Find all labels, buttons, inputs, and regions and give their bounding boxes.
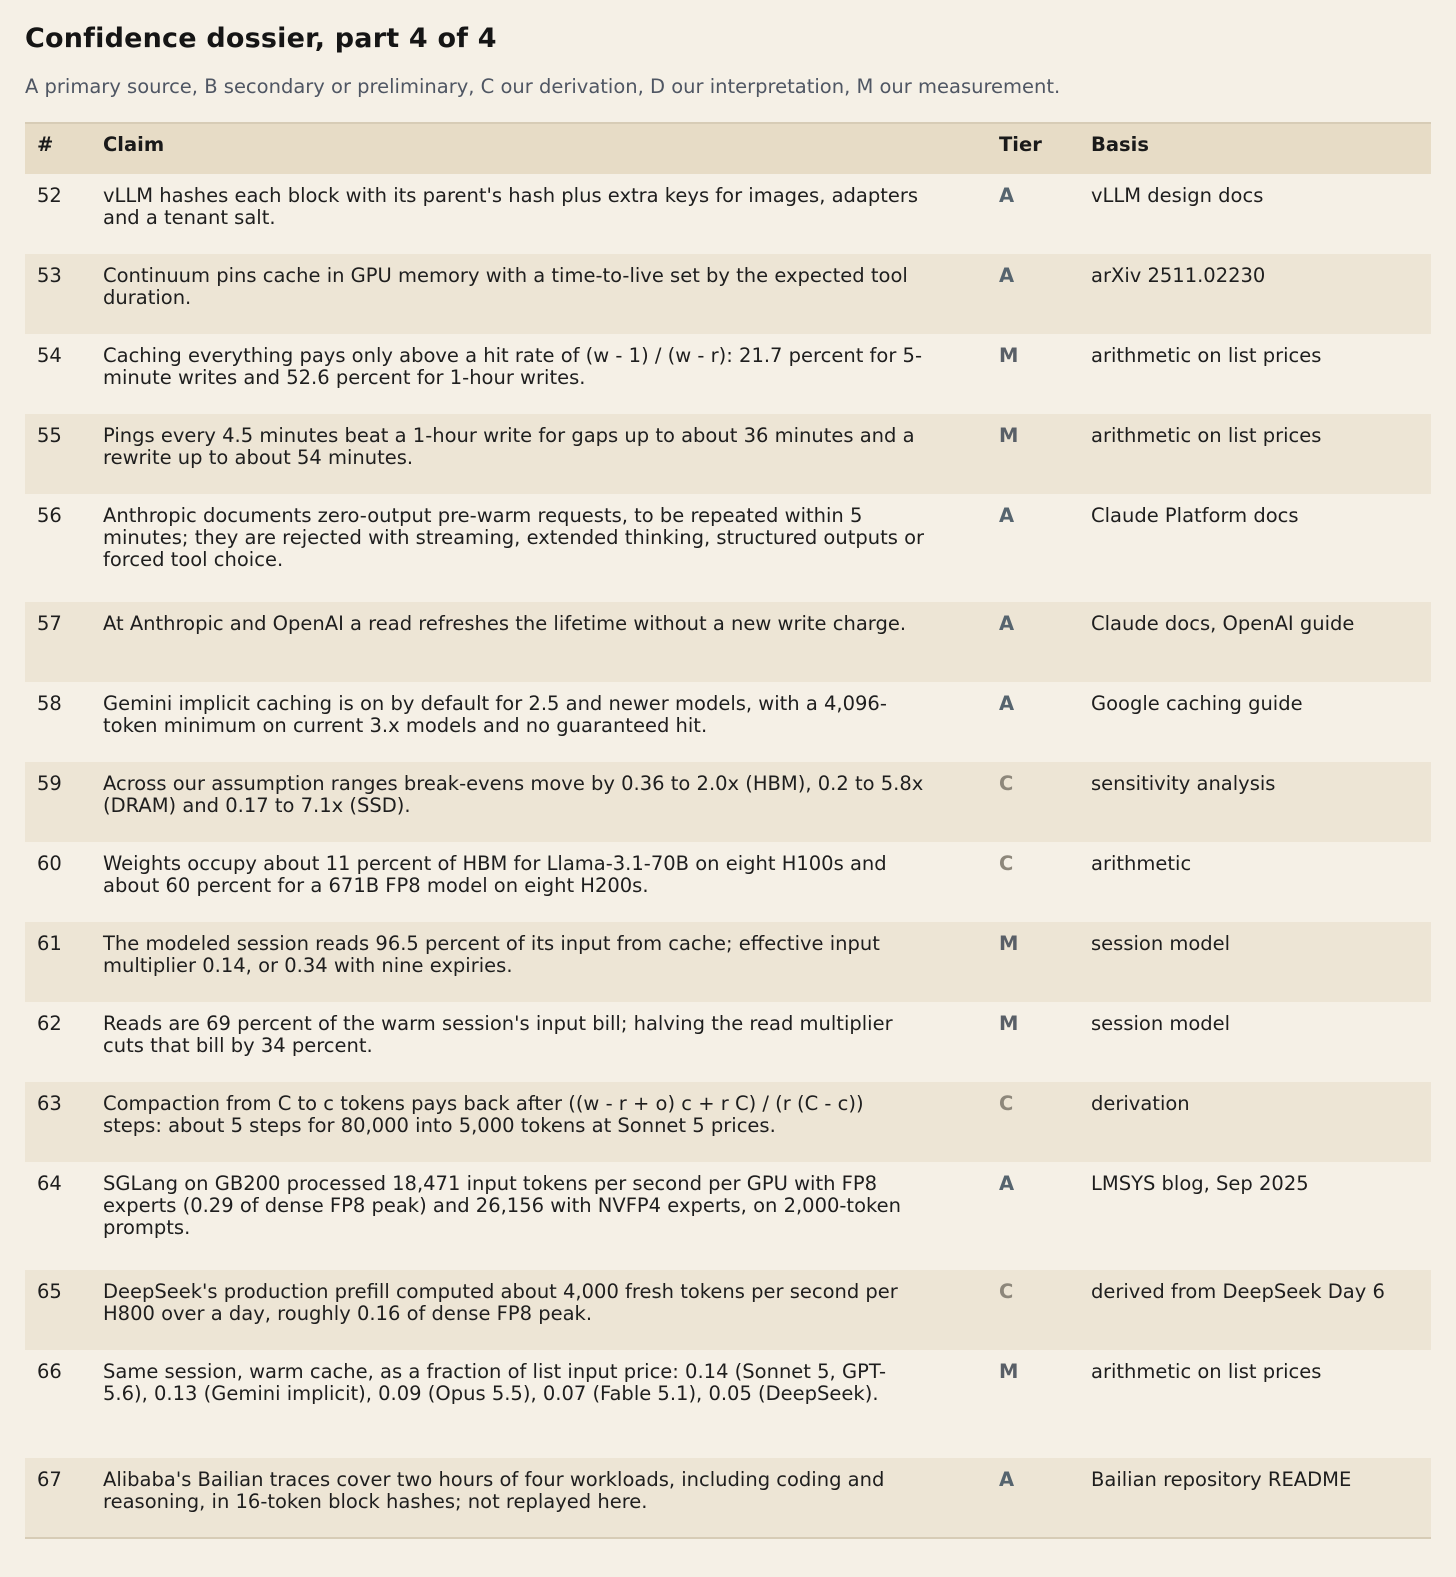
row-basis: Bailian repository README [1091,1468,1352,1491]
row-claim: The modeled session reads 96.5 percent of its input from cache; effective input multiplier 0.14, or 0.34 with nine expiries. [103,932,880,977]
table-row [25,254,1431,334]
row-claim: At Anthropic and OpenAI a read refreshes the lifetime without a new write charge. [103,612,907,635]
page-title: Confidence dossier, part 4 of 4 [25,23,497,54]
row-basis: Google caching guide [1091,692,1303,715]
row-claim: SGLang on GB200 processed 18,471 input tokens per second per GPU with FP8 experts (0.29 of dense FP8 peak) and 26,156 with NVFP4 experts, on 2,000-token prompts. [103,1172,901,1239]
row-number: 67 [37,1468,62,1491]
row-claim: vLLM hashes each block with its parent's hash plus extra keys for images, adapters and a tenant salt. [103,184,919,229]
row-tier: A [999,1468,1015,1491]
row-basis: arithmetic on list prices [1091,344,1322,367]
table-row [25,922,1431,1002]
table-header [25,123,1431,174]
table-row [25,1162,1431,1270]
row-basis: Claude docs, OpenAI guide [1091,612,1355,635]
row-tier: M [999,344,1019,367]
table-row [25,1350,1431,1458]
row-number: 60 [37,852,62,875]
row-tier: C [999,772,1014,795]
row-claim: Gemini implicit caching is on by default for 2.5 and newer models, with a 4,096-token minimum on current 3.x models and no guaranteed hit. [103,692,887,737]
table-row [25,682,1431,762]
row-tier: M [999,424,1019,447]
table-row [25,414,1431,494]
row-basis: arithmetic on list prices [1091,424,1322,447]
row-basis: session model [1091,1012,1231,1035]
table-row [25,762,1431,842]
row-tier: M [999,1012,1019,1035]
row-number: 57 [37,612,62,635]
row-number: 64 [37,1172,62,1195]
table-row [25,1458,1431,1538]
row-tier: A [999,692,1015,715]
row-basis: vLLM design docs [1091,184,1264,207]
row-basis: derived from DeepSeek Day 6 [1091,1280,1385,1303]
row-number: 66 [37,1360,62,1383]
row-claim: Across our assumption ranges break-evens move by 0.36 to 2.0x (HBM), 0.2 to 5.8x (DRAM) and 0.17 to 7.1x (SSD). [103,772,924,817]
row-claim: Alibaba's Bailian traces cover two hours of four workloads, including coding and reasoning, in 16-token block hashes; not replayed here. [103,1468,885,1513]
table-row [25,1082,1431,1162]
page-subtitle: A primary source, B secondary or preliminary, C our derivation, D our interpretation, M our measurement. [25,75,1061,98]
table-row [25,494,1431,602]
row-number: 54 [37,344,62,367]
row-tier: A [999,264,1015,287]
row-tier: A [999,184,1015,207]
row-claim: Caching everything pays only above a hit rate of (w - 1) / (w - r): 21.7 percent for 5-minute writes and 52.6 percent for 1-hour writes. [103,344,922,389]
row-claim: Anthropic documents zero-output pre-warm requests, to be repeated within 5 minutes; they are rejected with streaming, extended thinking, structured outputs or forced tool choice. [103,504,925,571]
table-row [25,1270,1431,1350]
table-row [25,334,1431,414]
row-claim: Pings every 4.5 minutes beat a 1-hour write for gaps up to about 36 minutes and a rewrite up to about 54 minutes. [103,424,915,469]
row-number: 59 [37,772,62,795]
row-claim: Continuum pins cache in GPU memory with a time-to-live set by the expected tool duration. [103,264,908,309]
row-claim: Compaction from C to c tokens pays back after ((w - r + o) c + r C) / (r (C - c)) steps: about 5 steps for 80,000 into 5,000 tokens at Sonnet 5 prices. [103,1092,864,1137]
row-number: 53 [37,264,62,287]
row-tier: A [999,1172,1015,1195]
row-basis: session model [1091,932,1231,955]
table-row [25,842,1431,922]
row-basis: arithmetic on list prices [1091,1360,1322,1383]
row-number: 58 [37,692,62,715]
claims-table [25,122,1431,1539]
row-number: 63 [37,1092,62,1115]
row-tier: C [999,1092,1014,1115]
row-basis: LMSYS blog, Sep 2025 [1091,1172,1309,1195]
row-tier: A [999,504,1015,527]
row-basis: arXiv 2511.02230 [1091,264,1266,287]
table-body [25,174,1431,1538]
row-number: 61 [37,932,62,955]
row-basis: sensitivity analysis [1091,772,1276,795]
table-row [25,174,1431,254]
row-tier: C [999,1280,1014,1303]
row-claim: Reads are 69 percent of the warm session's input bill; halving the read multiplier cuts that bill by 34 percent. [103,1012,893,1057]
row-claim: Same session, warm cache, as a fraction of list input price: 0.14 (Sonnet 5, GPT-5.6), 0.13 (Gemini implicit), 0.09 (Opus 5.5), 0.07 (Fable 5.1), 0.05 (DeepSeek). [103,1360,886,1405]
header-claim: Claim [103,133,165,156]
header-row [25,123,1431,174]
header-number: # [37,133,54,156]
row-number: 56 [37,504,62,527]
row-tier: M [999,1360,1019,1383]
row-number: 52 [37,184,62,207]
header-basis: Basis [1091,133,1149,156]
header-tier: Tier [999,133,1042,156]
row-claim: Weights occupy about 11 percent of HBM for Llama-3.1-70B on eight H100s and about 60 percent for a 671B FP8 model on eight H200s. [103,852,887,897]
table-row [25,602,1431,682]
row-tier: C [999,852,1014,875]
row-number: 65 [37,1280,62,1303]
row-tier: A [999,612,1015,635]
row-number: 55 [37,424,62,447]
table-row [25,1002,1431,1082]
row-claim: DeepSeek's production prefill computed about 4,000 fresh tokens per second per H800 over a day, roughly 0.16 of dense FP8 peak. [103,1280,898,1325]
row-basis: arithmetic [1091,852,1192,875]
row-basis: Claude Platform docs [1091,504,1299,527]
row-number: 62 [37,1012,62,1035]
row-tier: M [999,932,1019,955]
row-basis: derivation [1091,1092,1190,1115]
